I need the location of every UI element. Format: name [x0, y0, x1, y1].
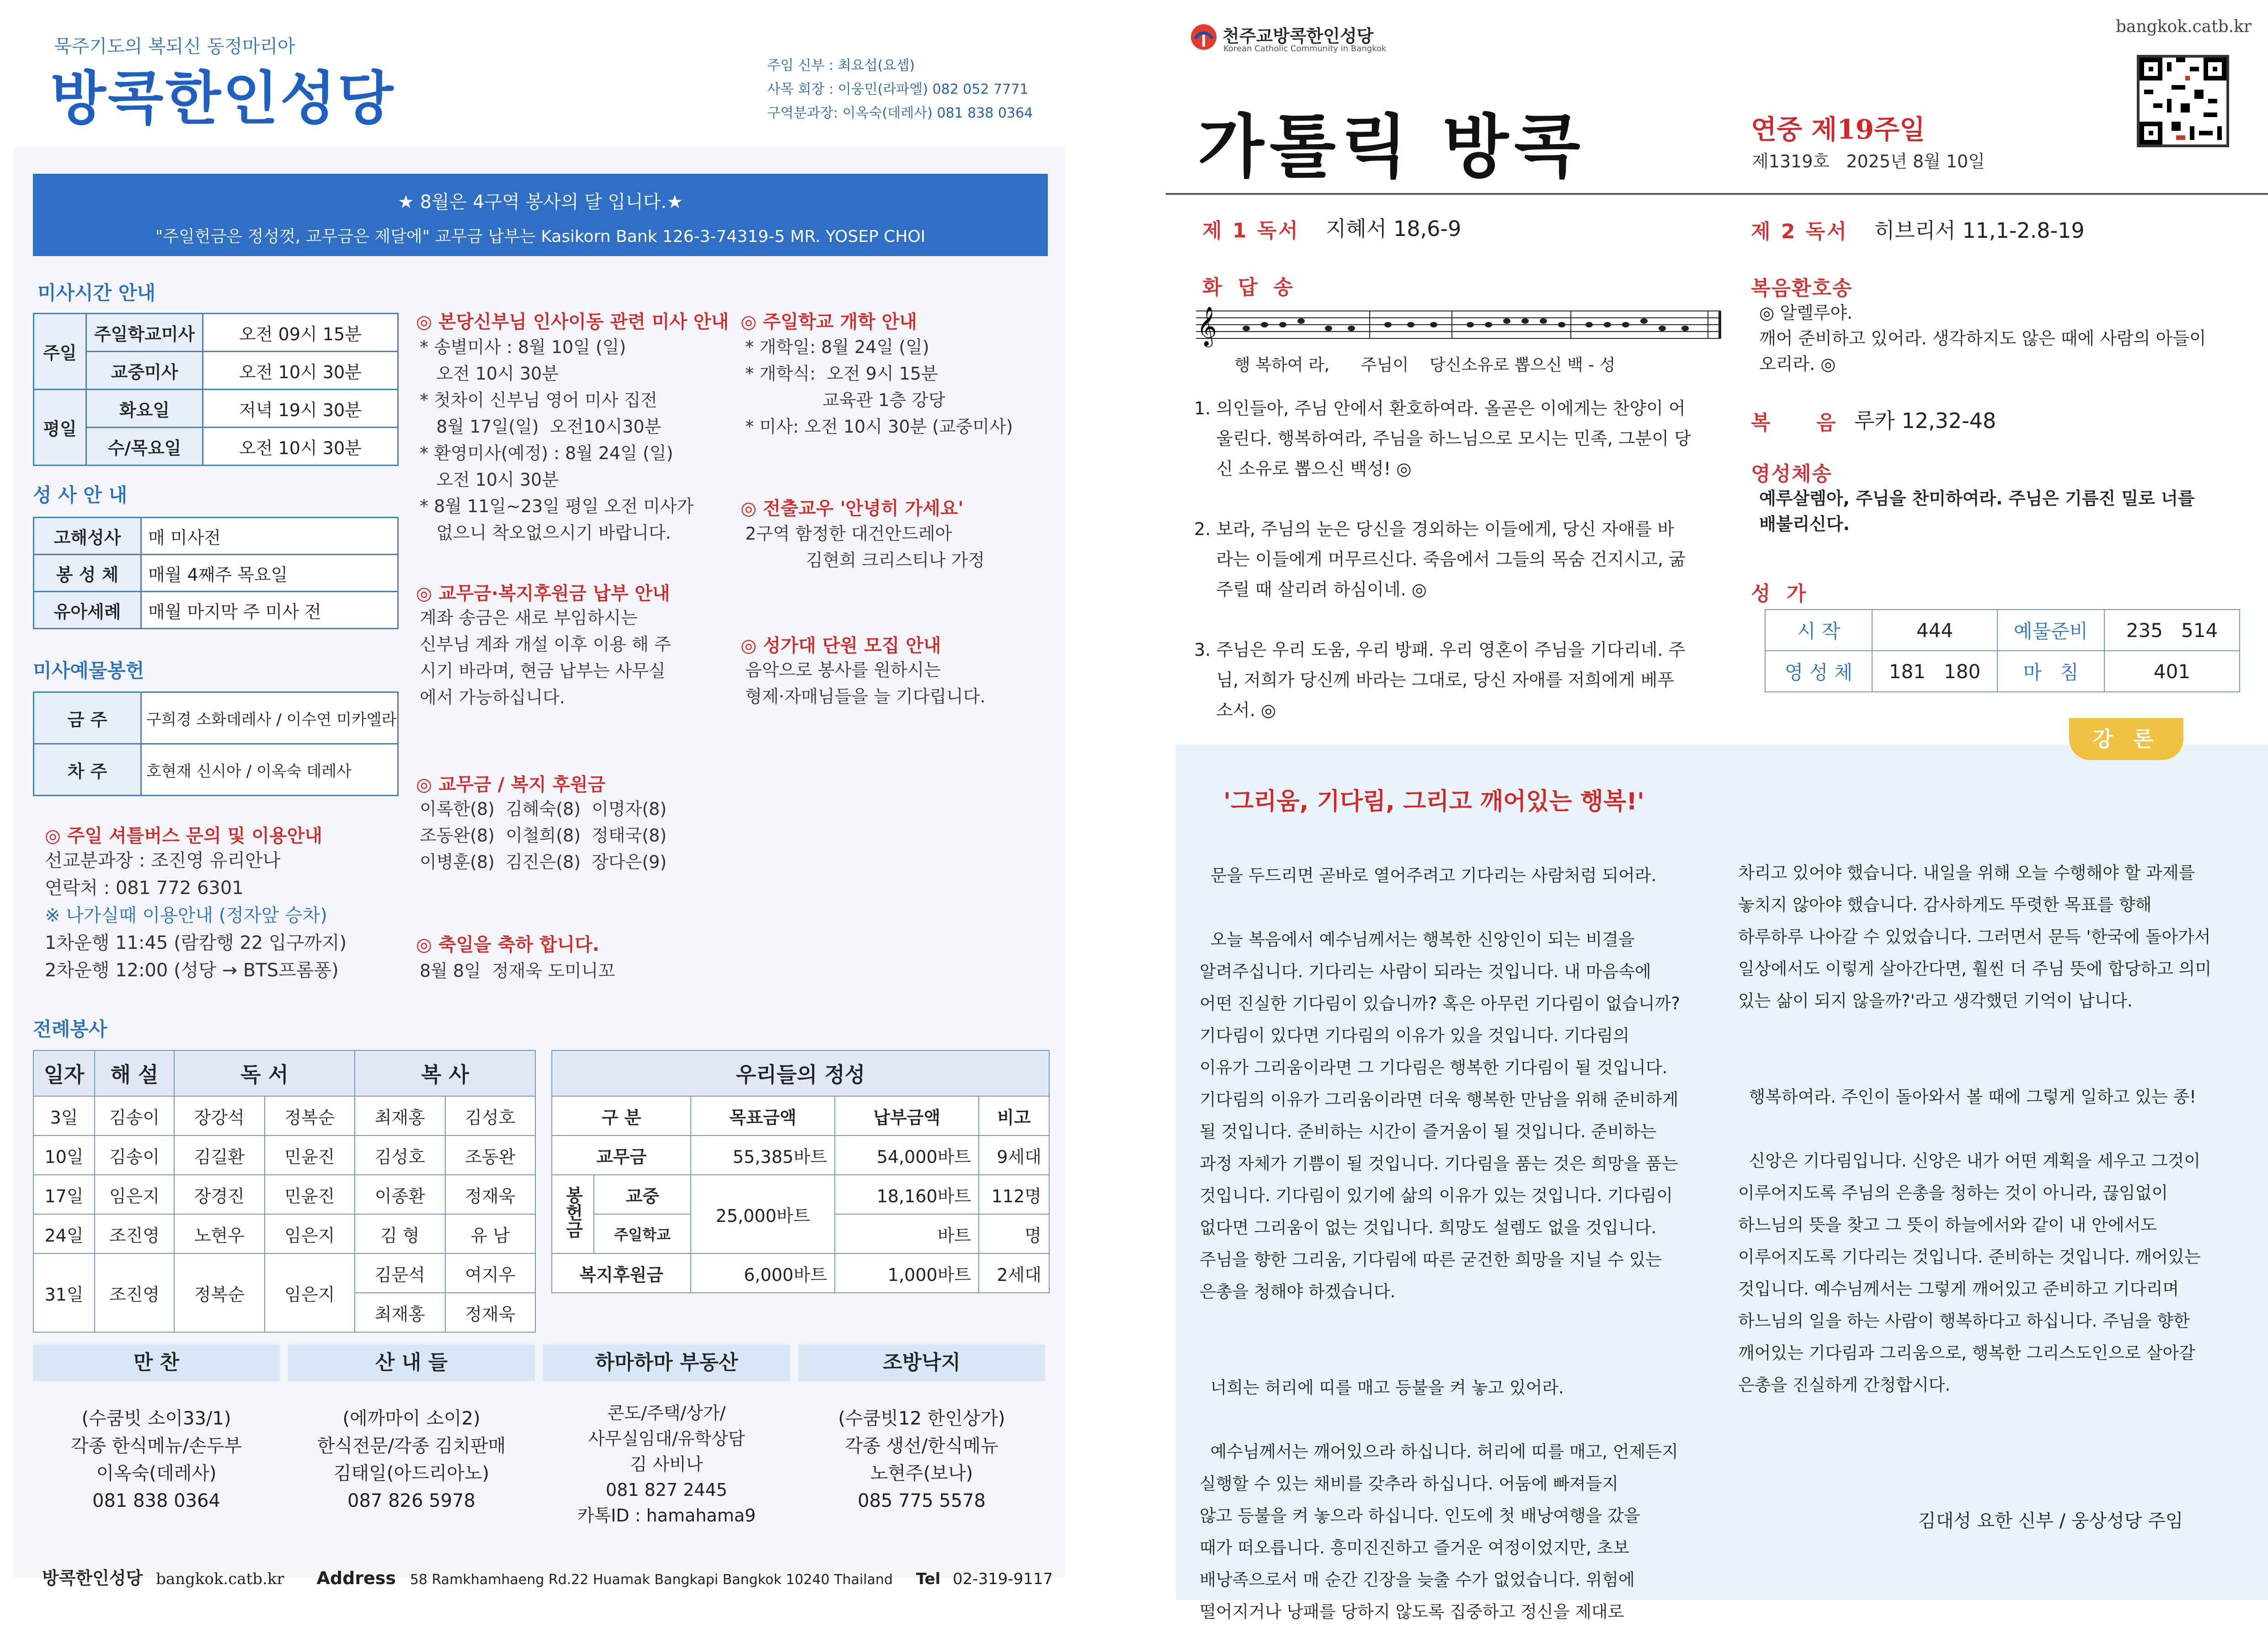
mass-group-sunday: 주일: [34, 314, 86, 390]
mass-table: [33, 313, 399, 466]
liturgy-cell: 유 남: [445, 1214, 536, 1253]
mass-name: 화요일: [86, 390, 203, 428]
notice-body: 계좌 송금은 새로 부임하시는 신부님 계좌 개설 이후 이용 해 주 시기 바라며, 현금 납부는 사무실 에서 가능하십니다.: [420, 608, 671, 707]
sacrament-title: 성 사 안 내: [33, 484, 128, 506]
notice-title: ◎ 축일을 축하 합니다.: [416, 934, 599, 955]
church-logo: [1190, 23, 1218, 51]
sacrament-value: 매월 마지막 주 미사 전: [141, 592, 398, 629]
mass-time: 저녁 19시 30분: [203, 390, 398, 428]
ad-head: 하마하마 부동산: [543, 1344, 790, 1381]
shuttle-line: 선교분과장 : 조진영 유리안나: [45, 850, 281, 871]
notice-title: ◎ 전출교우 '안녕히 가세요': [741, 498, 964, 519]
liturgy-cell: 정복순: [265, 1096, 355, 1135]
liturgy-cell: 31일: [33, 1253, 95, 1332]
shuttle-line: 2차운행 12:00 (성당 → BTS프롬퐁): [45, 960, 339, 981]
psalm-verses: 1. 의인들아, 주님 안에서 환호하여라. 올곧은 이에게는 찬양이 어 울린다. 행복하여라, 주님을 하느님으로 모시는 민족, 그분이 당 신 소유로 뽑으신 백성! ◎ 2. 보라, 주님의 눈은 당신을 경외하는 이들에게, 당신 자애를 바 라는 이들에게 머무르신다. 죽음에서 그들의 목숨 건지시고, 굶 주릴 때 살리려 하심이네. ◎ 3. 주님은 우리 도움, 우리 방패. 우리 영혼이 주님을 기다리네. 주 님, 저희가 당신께 바라는 그대로, 당신 자애를 저희에게 베푸 소서. ◎: [1194, 398, 1691, 720]
masthead: 가톨릭 방콕: [1198, 107, 1586, 187]
notice-banner: [33, 174, 1048, 256]
site-url: bangkok.catb.kr: [2116, 17, 2252, 36]
hymn-end-label: 마 침: [1997, 651, 2104, 692]
hymn-end: 401: [2104, 651, 2240, 692]
ad-body: (수쿰빗 소이33/1) 각종 한식메뉴/손두부 이옥숙(데레사) 081 838 0364: [71, 1408, 242, 1511]
liturgy-cell: 장강석: [174, 1096, 265, 1135]
mass-title: 미사시간 안내: [37, 282, 156, 304]
reading2-label: 제 2 독서: [1751, 220, 1848, 243]
shuttle-line: 1차운행 11:45 (람캄행 22 입구까지): [45, 932, 347, 953]
qr-icon: [2140, 58, 2226, 145]
mass-time: 오전 10시 30분: [203, 352, 398, 390]
flowers-table: [33, 691, 399, 796]
mass-name: 주일학교미사: [86, 314, 203, 352]
liturgy-header: 복 사: [355, 1050, 535, 1096]
table-row: [33, 1135, 535, 1175]
liturgy-cell: 3일: [33, 1096, 95, 1135]
music-staff-icon: [1196, 302, 1722, 352]
notice-body: * 송별미사 : 8월 10일 (일) 오전 10시 30분 * 첫차이 신부님 영어 미사 집전 8월 17일(일) 오전10시30분 * 환영미사(예정) : 8월 24일 (일) 오전 10시 30분 * 8월 11일~23일 평일 오전 미사가 없으니 착오없으시기 바랍니다.: [420, 337, 694, 543]
sacrament-name: 봉 성 체: [34, 555, 141, 592]
psalm-music: [1196, 302, 1722, 352]
offering-cell: 18,160바트: [835, 1175, 979, 1214]
homily-col1: 문을 두드리면 곧바로 열어주려고 기다리는 사람처럼 되어라. 오늘 복음에서 예수님께서는 행복한 신앙인이 되는 비결을 알려주십니다. 기다리는 사람이 되라는 것입니다. 내 마음속에 어떤 진실한 기다림이 있습니까? 혹은 아무런 기다림이 없습니까? 기다림이 있다면 기다림의 이유가 있을 것입니다. 기다림의 이유가 그리움이라면 그 기다림은 행복한 기다림이 될 것입니다. 기다림의 이유가 그리움이라면 더욱 행복한 만남을 위해 준비하게 될 것입니다. 준비하는 시간이 즐거움이 될 것입니다. 준비하는 과정 자체가 기쁨이 될 것입니다. 기다림을 품는 것은 희망을 품는 것입니다. 기다림이 있기에 삶의 이유가 있는 것입니다. 기다림이 없다면 그리움이 없는 것입니다. 희망도 설렘도 없을 것입니다. 주님을 향한 그리움, 기다림에 따른 굳건한 희망을 지닐 수 있는 은총을 청해야 하겠습니다. 너희는 허리에 띠를 매고 등불을 켜 놓고 있어라. 예수님께서는 깨어있으라 하십니다. 허리에 띠를 매고, 언제든지 실행할 수 있는 채비를 갖추라 하십니다. 어둠에 빠져들지 않고 등불을 켜 놓으라 하십니다. 인도에 첫 배낭여행을 갔을 때가 떠오릅니다. 흥미진진하고 즐거운 여정이었지만, 초보 배낭족으로서 매 순간 긴장을 늦출 수가 없었습니다. 위험에 떨어지거나 낭패를 당하지 않도록 집중하고 정신을 제대로: [1200, 866, 1680, 1622]
offering-cell: 9세대: [979, 1135, 1049, 1175]
footer-tel: 02-319-9117: [952, 1570, 1053, 1588]
liturgy-header: 일자: [33, 1050, 95, 1096]
notice-title: ◎ 본당신부님 인사이동 관련 미사 안내: [416, 311, 729, 332]
liturgy-cell: 이종환: [355, 1175, 445, 1214]
staff-list: [767, 54, 1033, 125]
liturgy-cell: 조동완: [445, 1135, 536, 1175]
table-row: [33, 1253, 535, 1293]
offering-header: 비고: [979, 1096, 1049, 1135]
liturgy-cell: 정재욱: [445, 1175, 536, 1214]
alleluia: ◎ 알렐루야. 깨어 준비하고 있어라. 생각하지도 않은 때에 사람의 아들이 오리라. ◎: [1759, 303, 2206, 374]
liturgy-cell: 민윤진: [265, 1135, 355, 1175]
footer-tel-label: Tel: [916, 1570, 941, 1588]
offering-cell: 1,000바트: [835, 1253, 979, 1293]
footer-address-label: Address: [316, 1568, 396, 1588]
staff-district: 구역분과장: 이옥숙(데레사) 081 838 0364: [767, 105, 1033, 121]
liturgy-cell: 김성호: [355, 1135, 445, 1175]
notice-body: 음악으로 봉사를 원하시는 형제·자매님들을 늘 기다립니다.: [745, 660, 986, 707]
reading1: 지혜서 18,6-9: [1326, 216, 1462, 241]
offering-title: 우리들의 정성: [552, 1050, 1049, 1096]
notice-title: ◎ 교무금 / 복지 후원금: [416, 774, 606, 795]
offering-header: 구 분: [552, 1096, 691, 1135]
banner-line2: "주일헌금은 정성껏, 교무금은 제달에" 교무금 납부는 Kasikorn Bank 126-3-74319-5 MR. YOSEP CHOI: [155, 227, 926, 246]
liturgy-header: 독 서: [174, 1050, 355, 1096]
liturgy-cell: 김송이: [95, 1096, 174, 1135]
liturgy-cell: 17일: [33, 1175, 95, 1214]
mass-time: 오전 09시 15분: [203, 314, 398, 352]
reading1-label: 제 1 독서: [1202, 219, 1300, 242]
hymn-offertory: 235 514: [2104, 610, 2240, 651]
offering-cell: 주일학교: [594, 1214, 691, 1253]
notice-title: ◎ 교무금·복지후원금 납부 안내: [416, 583, 670, 604]
liturgy-cell: 김길환: [174, 1135, 265, 1175]
mass-name: 수/목요일: [86, 428, 203, 466]
homily-col2: 차리고 있어야 했습니다. 내일을 위해 오늘 수행해야 할 과제를 놓치지 않아야 했습니다. 감사하게도 뚜렷한 목표를 향해 하루하루 나아갈 수 있었습니다. 그러면서 문득 '한국에 돌아가서 일상에서도 이렇게 살아간다면, 훨씬 더 주님 뜻에 합당하고 의미 있는 삶이 되지 않을까?'라고 생각했던 기억이 납니다. 행복하여라. 주인이 돌아와서 볼 때에 그렇게 일하고 있는 종! 신앙은 기다림입니다. 신앙은 내가 어떤 계획을 세우고 그것이 이루어지도록 주님의 은총을 청하는 것이 아니라, 끊임없이 하느님의 뜻을 찾고 그 뜻이 하늘에서와 같이 내 안에서도 이루어지도록 기다리는 것입니다. 준비하는 것입니다. 깨어있는 것입니다. 예수님께서는 그렇게 깨어있고 준비하고 기다리며 하느님의 일을 하는 사람이 행복하다고 하십니다. 주님을 향한 깨어있는 기다림과 그리움으로, 행복한 그리스도인으로 살아갈 은총을 진실하게 간청합시다.: [1738, 863, 2212, 1395]
sacrament-table: [33, 517, 399, 629]
parish-title: 방콕한인성당: [50, 65, 395, 132]
alleluia-label: 복음환호송: [1751, 277, 1853, 300]
ad-body: (수쿰빗12 한인상가) 각종 생선/한식메뉴 노현주(보나) 085 775 5578: [838, 1408, 1005, 1511]
ad-head: 산 내 들: [288, 1344, 535, 1381]
ad-head: 만 찬: [33, 1344, 280, 1381]
notice-body: 2구역 함정한 대건안드레아 김현희 크리스티나 가정: [745, 524, 985, 570]
offering-cell: 6,000바트: [691, 1253, 835, 1293]
table-row: [552, 1253, 1049, 1293]
offering-cell: 명: [979, 1214, 1049, 1253]
offering-cell: 25,000바트: [691, 1175, 835, 1253]
notice-body: 이록한(8) 김혜숙(8) 이명자(8) 조동완(8) 이철희(8) 정태국(8) 이병훈(8) 김진은(8) 장다은(9): [420, 799, 667, 872]
logo-icon: [1190, 23, 1218, 51]
liturgy-cell: 임은지: [95, 1175, 174, 1214]
liturgy-header: 해 설: [95, 1050, 174, 1096]
offering-group-label: 봉헌금: [563, 1186, 583, 1238]
staff-president: 사목 회장 : 이웅민(라파엘) 082 052 7771: [767, 81, 1029, 97]
offering-cell: 바트: [835, 1214, 979, 1253]
mass-time: 오전 10시 30분: [203, 428, 398, 466]
masthead-rule: [1166, 193, 2268, 195]
liturgy-cell: 노현우: [174, 1214, 265, 1253]
offering-group: [552, 1175, 594, 1253]
sacrament-value: 매 미사전: [141, 518, 398, 555]
sacrament-name: 유아세례: [34, 592, 141, 629]
hymn-label: 성 가: [1751, 582, 1811, 605]
flowers-value: 구희경 소화데레사 / 이수연 미카엘라: [141, 692, 398, 744]
issue-info: 제1319호 2025년 8월 10일: [1752, 151, 1985, 171]
liturgy-cell: 정복순: [174, 1253, 265, 1332]
staff-pastor: 주임 신부 : 최요섭(요셉): [767, 58, 915, 74]
psalm-lyric: 행 복하여 라, 주님이 당신소유로 뽑으신 백 - 성: [1234, 356, 1616, 375]
hymn-table: [1765, 609, 2240, 692]
sacrament-value: 매월 4째주 목요일: [141, 555, 398, 592]
shuttle-title: ◎ 주일 셔틀버스 문의 및 이용안내: [45, 825, 322, 846]
ad-body: (에까마이 소이2) 한식전문/각종 김치판매 김태일(아드리아노) 087 826 5978: [317, 1408, 506, 1511]
logo-sub: Korean Catholic Community in Bangkok: [1223, 44, 1387, 54]
gospel-label: 복 음: [1751, 411, 1838, 434]
offering-cell: 55,385바트: [691, 1135, 835, 1175]
gospel: 루카 12,32-48: [1854, 408, 1996, 433]
table-row: [33, 1096, 535, 1135]
shuttle-body: [45, 847, 347, 984]
svg-text:𝄞: 𝄞: [1197, 306, 1217, 346]
liturgy-title: 전례봉사: [33, 1018, 107, 1040]
liturgy-cell: 민윤진: [265, 1175, 355, 1214]
offering-header: 목표금액: [691, 1096, 835, 1135]
hymn-communion-label: 영 성 체: [1765, 651, 1872, 692]
left-page: [0, 0, 1102, 1604]
ad-head: 조방낙지: [798, 1344, 1045, 1381]
psalm-label: 화 답 송: [1202, 276, 1298, 299]
liturgy-cell: 장경진: [174, 1175, 265, 1214]
sacrament-name: 고해성사: [34, 518, 141, 555]
offering-cell: 교중: [594, 1175, 691, 1214]
liturgy-cell: 여지우: [445, 1253, 536, 1293]
notice-body: 8월 8일 정재욱 도미니꼬: [420, 961, 615, 981]
homily-badge: 강 론: [2069, 718, 2183, 760]
liturgy-cell: 24일: [33, 1214, 95, 1253]
liturgy-cell: 최재홍: [355, 1293, 445, 1332]
flowers-value: 호현재 신시아 / 이옥숙 데레사: [141, 744, 398, 796]
homily-author: 김대성 요한 신부 / 웅상성당 주임: [1918, 1510, 2183, 1532]
liturgy-cell: 정재욱: [445, 1293, 536, 1332]
liturgy-cell: 김문석: [355, 1253, 445, 1293]
mass-name: 교중미사: [86, 352, 203, 390]
shuttle-line: 연락처 : 081 772 6301: [45, 878, 244, 899]
hymn-offertory-label: 예물준비: [1997, 610, 2104, 651]
ad-body: 콘도/주택/상가/ 사무실임대/유학상담 김 사비나 081 827 2445 카톡ID : hamahama9: [577, 1403, 756, 1526]
offering-cell: 112명: [979, 1175, 1049, 1214]
liturgy-cell: 조진영: [95, 1253, 174, 1332]
footer-name: 방콕한인성당: [42, 1568, 143, 1588]
offering-cell: 교무금: [552, 1135, 691, 1175]
liturgy-table: [33, 1050, 536, 1333]
shuttle-line: ※ 나가실때 이용안내 (정자앞 승차): [45, 905, 327, 926]
notice-title: ◎ 성가대 단원 모집 안내: [741, 635, 941, 656]
notice-title: ◎ 주일학교 개학 안내: [741, 311, 917, 332]
offering-cell: 54,000바트: [835, 1135, 979, 1175]
footer-site: bangkok.catb.kr: [156, 1570, 284, 1588]
liturgy-cell: 조진영: [95, 1214, 174, 1253]
flowers-name: 차 주: [34, 744, 141, 796]
table-row: [33, 1175, 535, 1214]
table-row: [552, 1135, 1049, 1175]
banner-line1: ★ 8월은 4구역 봉사의 달 입니다.★: [398, 192, 683, 213]
table-row: [552, 1175, 1049, 1214]
sunday-title: 연중 제19주일: [1751, 114, 1926, 145]
homily-title: '그리움, 기다림, 그리고 깨어있는 행복!': [1223, 788, 1644, 815]
liturgy-cell: 김성호: [445, 1096, 536, 1135]
communion-label: 영성체송: [1751, 462, 1833, 486]
liturgy-cell: 임은지: [265, 1253, 355, 1332]
reading2: 히브리서 11,1-2.8-19: [1874, 218, 2085, 243]
communion: 예루살렘아, 주님을 찬미하여라. 주님은 기름진 밀로 너를 배불리신다.: [1759, 488, 2195, 534]
flowers-title: 미사예물봉헌: [33, 659, 144, 682]
offering-table: [551, 1050, 1050, 1293]
hymn-communion: 181 180: [1872, 651, 1997, 692]
table-row: [33, 1214, 535, 1253]
liturgy-cell: 김송이: [95, 1135, 174, 1175]
logo-title: 천주교방콕한인성당: [1222, 26, 1374, 46]
mass-group-weekday: 평일: [34, 390, 86, 466]
offering-cell: 2세대: [979, 1253, 1049, 1293]
flowers-name: 금 주: [34, 692, 141, 744]
footer-address: 58 Ramkhamhaeng Rd.22 Huamak Bangkapi Bangkok 10240 Thailand: [410, 1572, 893, 1588]
liturgy-cell: 최재홍: [355, 1096, 445, 1135]
qr-code: [2137, 55, 2229, 147]
hymn-start: 444: [1872, 610, 1997, 651]
liturgy-cell: 10일: [33, 1135, 95, 1175]
notice-body: * 개학일: 8월 24일 (일) * 개학식: 오전 9시 15분 교육관 1층 강당 * 미사: 오전 10시 30분 (교중미사): [745, 337, 1013, 437]
liturgy-cell: 김 형: [355, 1214, 445, 1253]
footer: [42, 1564, 1053, 1589]
right-page: [1166, 0, 2268, 1622]
hymn-start-label: 시 작: [1765, 610, 1872, 651]
tagline: 묵주기도의 복되신 동정마리아: [54, 36, 295, 57]
offering-cell: 복지후원금: [552, 1253, 691, 1293]
offering-header: 납부금액: [835, 1096, 979, 1135]
liturgy-cell: 임은지: [265, 1214, 355, 1253]
